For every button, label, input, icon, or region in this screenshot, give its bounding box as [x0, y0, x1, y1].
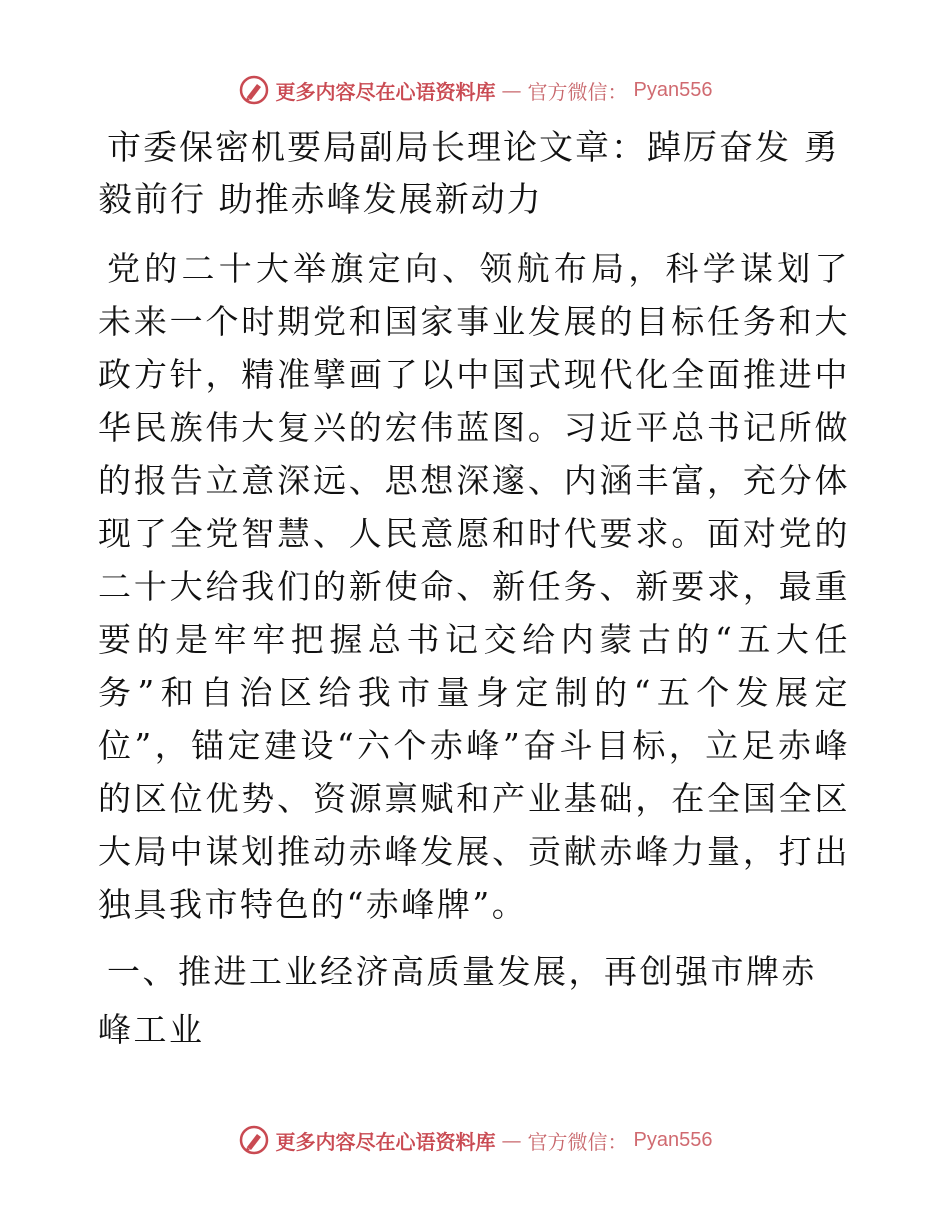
body-paragraph: 党的二十大举旗定向、领航布局，科学谋划了未来一个时期党和国家事业发展的目标任务和大政方针，精准擘画了以中国式现代化全面推进中华民族伟大复兴的宏伟蓝图。习近平总书记所做的报告立意深远、思想深邃、内涵丰富，充分体现了全党智慧、人民意愿和时代要求。面对党的二十大给我们的新使命、新任务、新要求，最重要的是牢牢把握总书记交给内蒙古的“五大任务”和自治区给我市量身定制的“五个发展定位”，锚定建设“六个赤峰”奋斗目标，立足赤峰的区位优势、资源禀赋和产业基础，在全国全区大局中谋划推动赤峰发展、贡献赤峰力量，打出独具我市特色的“赤峰牌”。: [98, 249, 850, 924]
watermark-main-text: 更多内容尽在心语资料库: [275, 79, 496, 104]
watermark-wechat-id: Pyan556: [633, 78, 713, 101]
header-watermark: [0, 70, 950, 110]
watermark-dash: —: [501, 78, 522, 102]
watermark-sub-text: 官方微信：: [527, 79, 628, 104]
watermark-wechat-id: Pyan556: [633, 1128, 713, 1151]
footer-watermark: [0, 1120, 950, 1160]
document-body: [98, 122, 850, 1059]
pen-nib-circle-icon: [238, 1124, 270, 1156]
pen-nib-circle-icon: [238, 74, 270, 106]
section-heading: 一、推进工业经济高质量发展，再创强市牌赤峰工业: [98, 952, 817, 1049]
watermark-dash: —: [501, 1128, 522, 1152]
document-title: 市委保密机要局副局长理论文章：踔厉奋发 勇毅前行 助推赤峰发展新动力: [98, 128, 840, 220]
watermark-main-text: 更多内容尽在心语资料库: [275, 1129, 496, 1154]
watermark-sub-text: 官方微信：: [527, 1129, 628, 1154]
